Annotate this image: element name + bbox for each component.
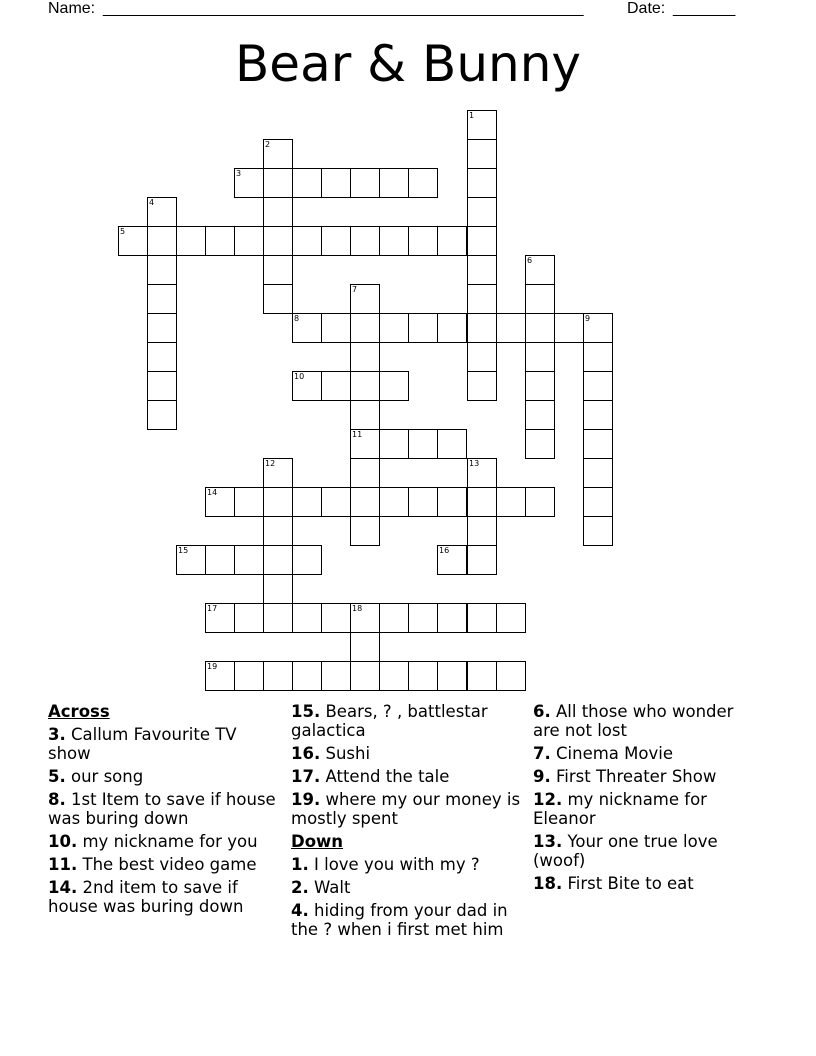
grid-cell[interactable] [583,487,613,517]
clue-item [291,878,523,897]
clue-number: 9 [585,314,591,323]
grid-cell[interactable] [234,661,264,691]
date-field[interactable]: _______ [673,0,736,17]
clue-item [291,767,523,786]
clue-item-text: where my our money is mostly spent [291,790,521,828]
grid-cell[interactable] [583,342,613,372]
grid-cell[interactable] [263,574,293,604]
grid-cell[interactable] [583,371,613,401]
grid-cell[interactable] [525,371,555,401]
grid-cell[interactable] [292,487,322,517]
clue-item [48,767,280,786]
clue-item [48,790,280,828]
grid-cell[interactable] [263,197,293,227]
grid-cell[interactable] [147,226,177,256]
clue-number: 8 [294,314,300,323]
clue-item [48,855,280,874]
grid-cell[interactable] [525,255,555,285]
grid-cell[interactable] [321,313,351,343]
clue-item-text: Bears, ? , battlestar galactica [291,702,488,740]
clue-item-text: I love you with my ? [314,855,480,874]
grid-cell[interactable] [583,400,613,430]
grid-cell[interactable] [408,661,438,691]
grid-cell[interactable] [467,110,497,140]
grid-cell[interactable] [525,342,555,372]
clue-number: 6 [527,256,533,265]
grid-cell[interactable] [350,458,380,488]
grid-cell[interactable] [467,342,497,372]
clue-number: 2 [265,140,271,149]
grid-cell[interactable] [350,487,380,517]
grid-cell[interactable] [583,458,613,488]
name-field[interactable]: ______________________________________________________ [103,0,584,17]
grid-cell[interactable] [234,487,264,517]
clue-item-text: All those who wonder are not lost [533,702,734,740]
clue-item-number: 14. [48,878,78,897]
clue-item [291,790,523,828]
grid-cell[interactable] [321,168,351,198]
grid-cell[interactable] [467,487,497,517]
grid-cell[interactable] [525,284,555,314]
clue-item-number: 17. [291,767,321,786]
clue-item [533,874,765,893]
grid-cell[interactable] [263,458,293,488]
grid-cell[interactable] [379,487,409,517]
grid-cell[interactable] [263,284,293,314]
clue-item [48,832,280,851]
grid-cell[interactable] [350,168,380,198]
grid-cell[interactable] [147,284,177,314]
clue-item-number: 19. [291,790,321,809]
grid-cell[interactable] [321,226,351,256]
grid-cell[interactable] [467,371,497,401]
grid-cell[interactable] [496,487,526,517]
grid-cell[interactable] [205,603,235,633]
grid-cell[interactable] [234,545,264,575]
clue-item-number: 8. [48,790,66,809]
grid-cell[interactable] [467,545,497,575]
grid-cell[interactable] [583,516,613,546]
grid-cell[interactable] [263,139,293,169]
clue-item [291,702,523,740]
clue-number: 4 [149,198,155,207]
grid-cell[interactable] [437,603,467,633]
grid-cell[interactable] [147,197,177,227]
grid-cell[interactable] [379,429,409,459]
grid-cell[interactable] [554,313,584,343]
clue-number: 18 [352,604,363,613]
clue-item-number: 16. [291,744,321,763]
grid-cell[interactable] [292,545,322,575]
clue-item [291,855,523,874]
puzzle-title: Bear & Bunny [235,35,581,93]
clue-number: 11 [352,430,363,439]
grid-cell[interactable] [467,226,497,256]
clue-number: 14 [207,488,218,497]
grid-cell[interactable] [467,458,497,488]
grid-cell[interactable] [263,168,293,198]
clue-item-text: First Bite to eat [567,874,694,893]
grid-cell[interactable] [292,168,322,198]
grid-cell[interactable] [350,516,380,546]
grid-cell[interactable] [379,168,409,198]
clue-item-number: 13. [533,832,563,851]
clue-item [533,744,765,763]
grid-cell[interactable] [350,400,380,430]
clue-item-text: 1st Item to save if house was buring down [48,790,276,828]
date-label: Date: [627,0,666,17]
clue-item-text: Attend the tale [325,767,450,786]
grid-cell[interactable] [350,603,380,633]
clue-item-text: Your one true love (woof) [533,832,718,870]
grid-cell[interactable] [437,661,467,691]
clue-item-number: 12. [533,790,563,809]
grid-cell[interactable] [467,197,497,227]
clue-number: 12 [265,459,276,468]
clue-item-number: 7. [533,744,551,763]
grid-cell[interactable] [350,661,380,691]
clue-item [48,725,280,763]
grid-cell[interactable] [292,313,322,343]
grid-cell[interactable] [350,632,380,662]
grid-cell[interactable] [176,545,206,575]
name-label: Name: [48,0,96,17]
clue-item-number: 6. [533,702,551,721]
grid-cell[interactable] [292,661,322,691]
clue-column-2 [291,702,523,943]
grid-cell[interactable] [205,545,235,575]
grid-cell[interactable] [408,429,438,459]
grid-cell[interactable] [147,400,177,430]
clue-item-number: 18. [533,874,563,893]
clue-number: 13 [469,459,480,468]
grid-cell[interactable] [205,226,235,256]
clue-item-text: my nickname for you [82,832,258,851]
clue-item-text: Callum Favourite TV show [48,725,237,763]
grid-cell[interactable] [496,603,526,633]
clue-item [48,878,280,916]
grid-cell[interactable] [118,226,148,256]
clue-number: 7 [352,285,358,294]
clue-item [533,832,765,870]
grid-cell[interactable] [379,603,409,633]
grid-cell[interactable] [292,226,322,256]
grid-cell[interactable] [321,661,351,691]
grid-cell[interactable] [496,313,526,343]
grid-cell[interactable] [379,371,409,401]
clue-item-text: my nickname for Eleanor [533,790,707,828]
grid-cell[interactable] [408,603,438,633]
grid-cell[interactable] [525,313,555,343]
clue-number: 3 [236,169,242,178]
clue-item-number: 3. [48,725,66,744]
grid-cell[interactable] [205,487,235,517]
grid-cell[interactable] [263,516,293,546]
clue-number: 19 [207,662,218,671]
grid-cell[interactable] [525,400,555,430]
grid-cell[interactable] [350,429,380,459]
grid-cell[interactable] [263,545,293,575]
clue-item-number: 15. [291,702,321,721]
clue-item-number: 1. [291,855,309,874]
grid-cell[interactable] [496,661,526,691]
clue-item-number: 9. [533,767,551,786]
grid-cell[interactable] [408,313,438,343]
grid-cell[interactable] [321,371,351,401]
grid-cell[interactable] [408,226,438,256]
grid-cell[interactable] [234,168,264,198]
clue-item [533,790,765,828]
grid-cell[interactable] [263,603,293,633]
grid-cell[interactable] [583,313,613,343]
grid-cell[interactable] [525,429,555,459]
clue-item-text: First Threater Show [556,767,717,786]
grid-cell[interactable] [467,661,497,691]
grid-cell[interactable] [437,487,467,517]
clue-item-text: The best video game [82,855,257,874]
grid-cell[interactable] [350,313,380,343]
grid-cell[interactable] [467,139,497,169]
grid-cell[interactable] [350,284,380,314]
grid-cell[interactable] [263,255,293,285]
grid-cell[interactable] [467,313,497,343]
grid-cell[interactable] [350,371,380,401]
grid-cell[interactable] [379,313,409,343]
clue-item-number: 11. [48,855,78,874]
grid-cell[interactable] [292,371,322,401]
clue-item-text: Sushi [325,744,371,763]
clue-section-heading: Down [291,832,344,851]
grid-cell[interactable] [147,255,177,285]
grid-cell[interactable] [263,487,293,517]
grid-cell[interactable] [408,168,438,198]
clue-item [291,901,523,939]
clue-number: 10 [294,372,305,381]
clue-item-text: hiding from your dad in the ? when i first met him [291,901,508,939]
clue-section-heading: Across [48,702,110,721]
grid-cell[interactable] [437,429,467,459]
clue-item-text: Cinema Movie [556,744,673,763]
grid-cell[interactable] [234,226,264,256]
grid-cell[interactable] [263,661,293,691]
clue-column-1 [48,702,280,920]
grid-cell[interactable] [467,516,497,546]
grid-cell[interactable] [350,342,380,372]
grid-cell[interactable] [437,545,467,575]
grid-cell[interactable] [467,255,497,285]
grid-cell[interactable] [321,487,351,517]
grid-cell[interactable] [467,603,497,633]
clue-number: 15 [178,546,189,555]
grid-cell[interactable] [379,226,409,256]
grid-cell[interactable] [147,342,177,372]
grid-cell[interactable] [350,226,380,256]
grid-cell[interactable] [408,487,438,517]
grid-cell[interactable] [437,226,467,256]
clue-number: 1 [469,111,475,120]
clue-number: 17 [207,604,218,613]
grid-cell[interactable] [467,284,497,314]
grid-cell[interactable] [379,661,409,691]
clue-item-number: 5. [48,767,66,786]
clue-item-text: 2nd item to save if house was buring down [48,878,244,916]
clue-item-text: our song [71,767,144,786]
grid-cell[interactable] [525,487,555,517]
grid-cell[interactable] [205,661,235,691]
grid-cell[interactable] [234,603,264,633]
clue-item-text: Walt [314,878,351,897]
grid-cell[interactable] [583,429,613,459]
grid-cell[interactable] [467,168,497,198]
grid-cell[interactable] [437,313,467,343]
clue-item-number: 4. [291,901,309,920]
grid-cell[interactable] [321,603,351,633]
clue-item-number: 10. [48,832,78,851]
grid-cell[interactable] [147,313,177,343]
clue-item [533,702,765,740]
grid-cell[interactable] [176,226,206,256]
grid-cell[interactable] [147,371,177,401]
clue-number: 16 [439,546,450,555]
clue-item-number: 2. [291,878,309,897]
clue-column-3 [533,702,765,897]
grid-cell[interactable] [263,226,293,256]
clue-item [533,767,765,786]
clue-number: 5 [120,227,126,236]
grid-cell[interactable] [292,603,322,633]
clue-item [291,744,523,763]
